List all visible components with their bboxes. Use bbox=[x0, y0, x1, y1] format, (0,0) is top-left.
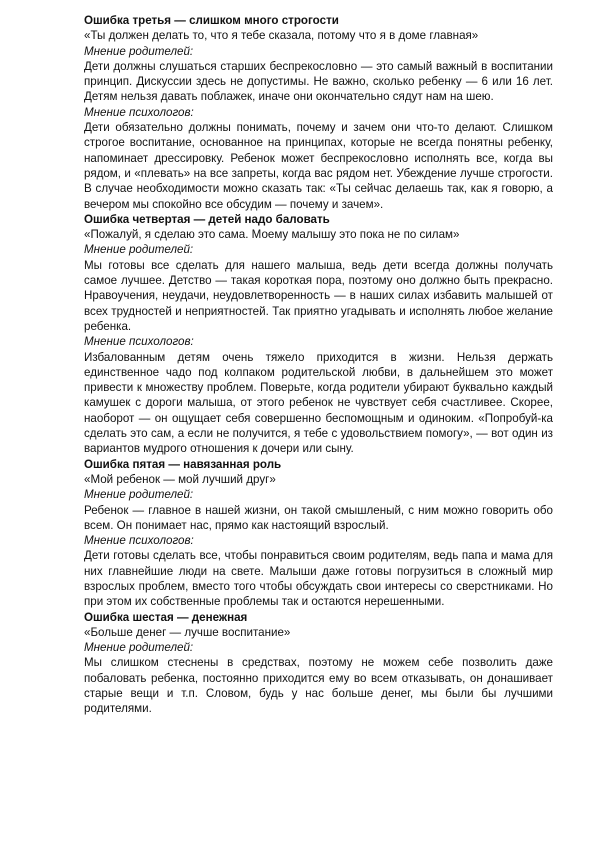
psychologists-opinion-label: Мнение психологов: bbox=[84, 534, 194, 548]
parents-opinion-label: Мнение родителей: bbox=[84, 243, 194, 257]
section-error-three bbox=[84, 13, 553, 212]
section-heading: Ошибка третья — слишком много строгости bbox=[84, 14, 339, 27]
section-quote: «Пожалуй, я сделаю это сама. Моему малышу это пока не по силам» bbox=[84, 228, 460, 242]
document-page bbox=[84, 13, 553, 717]
psychologists-opinion-text: Дети обязательно должны понимать, почему и зачем они что-то делают. Слишком строгое воспитание, основанное на принципах, которые не всегда понятны ребенку, напоминает дрессировку. Ребенок может беспрекословно исполнять все, когда вы рядом, и «плевать» на все запреты, когда вас рядом нет. Убеждение лучше строгости. В случае необходимости можно сказать так: «Ты сейчас делаешь так, как я говорю, а вечером мы спокойно все обсудим — почему и зачем». bbox=[84, 121, 553, 211]
parents-opinion-text: Мы слишком стеснены в средствах, поэтому не можем себе позволить даже побаловать ребенка, постоянно приходится ему во всем отказывать, он донашивает старые вещи и т.п. Словом, будь у нас больше денег, мы были бы лучшими родителями. bbox=[84, 656, 553, 716]
psychologists-opinion-label: Мнение психологов: bbox=[84, 105, 194, 119]
parents-opinion-text: Мы готовы все сделать для нашего малыша, ведь дети всегда должны получать самое лучшее. Детство — такая короткая пора, поэтому оно должно быть прекрасно. Нравоучения, неудачи, неудовлетворенность — в наших силах избавить малышей от всех трудностей и неприятностей. Так приятно угадывать и исполнять любое желание ребенка. bbox=[84, 258, 553, 333]
section-error-four bbox=[84, 212, 553, 457]
parents-opinion-label: Мнение родителей: bbox=[84, 488, 194, 502]
section-quote: «Ты должен делать то, что я тебе сказала, потому что я в доме главная» bbox=[84, 29, 479, 43]
section-heading: Ошибка четвертая — детей надо баловать bbox=[84, 212, 330, 226]
section-heading: Ошибка шестая — денежная bbox=[84, 610, 248, 624]
parents-opinion-text: Ребенок — главное в нашей жизни, он такой смышленый, с ним можно говорить обо всем. Он понимает нас, прямо как настоящий взрослый. bbox=[84, 503, 553, 532]
section-error-six bbox=[84, 610, 553, 717]
parents-opinion-label: Мнение родителей: bbox=[84, 641, 194, 655]
section-heading: Ошибка пятая — навязанная роль bbox=[84, 457, 282, 471]
psychologists-opinion-text: Избалованным детям очень тяжело приходится в жизни. Нельзя держать единственное чадо под колпаком родительской любви, в дальнейшем это может привести к множеству проблем. Поверьте, когда родители убирают буквально каждый камушек с дороги малыша, от этого ребенок не чувствует себя счастливее. Скорее, наоборот — он ощущает себя совершенно беспомощным и одиноким. «Попробуй-ка сделать это сам, а если не получится, я тебе с удовольствием помогу», — вот один из вариантов мудрого отношения к дочери или сыну. bbox=[84, 350, 553, 456]
section-error-five bbox=[84, 457, 553, 610]
section-quote: «Больше денег — лучше воспитание» bbox=[84, 625, 291, 639]
parents-opinion-label: Мнение родителей: bbox=[84, 44, 194, 58]
psychologists-opinion-label: Мнение психологов: bbox=[84, 335, 194, 349]
psychologists-opinion-text: Дети готовы сделать все, чтобы понравиться своим родителям, ведь папа и мама для них главнейшие люди на свете. Малыши даже готовы погрузиться в сложный мир взрослых проблем, вместо того чтобы обсуждать свои интересы со сверстниками. Но при этом их собственные проблемы так и остаются нерешенными. bbox=[84, 549, 553, 609]
section-quote: «Мой ребенок — мой лучший друг» bbox=[84, 472, 276, 486]
parents-opinion-text: Дети должны слушаться старших беспрекословно — это самый важный в воспитании принцип. Дискуссии здесь не допустимы. Не важно, сколько ребенку — 6 или 16 лет. Детям нельзя давать поблажек, иначе они окончательно сядут нам на шею. bbox=[84, 59, 553, 104]
